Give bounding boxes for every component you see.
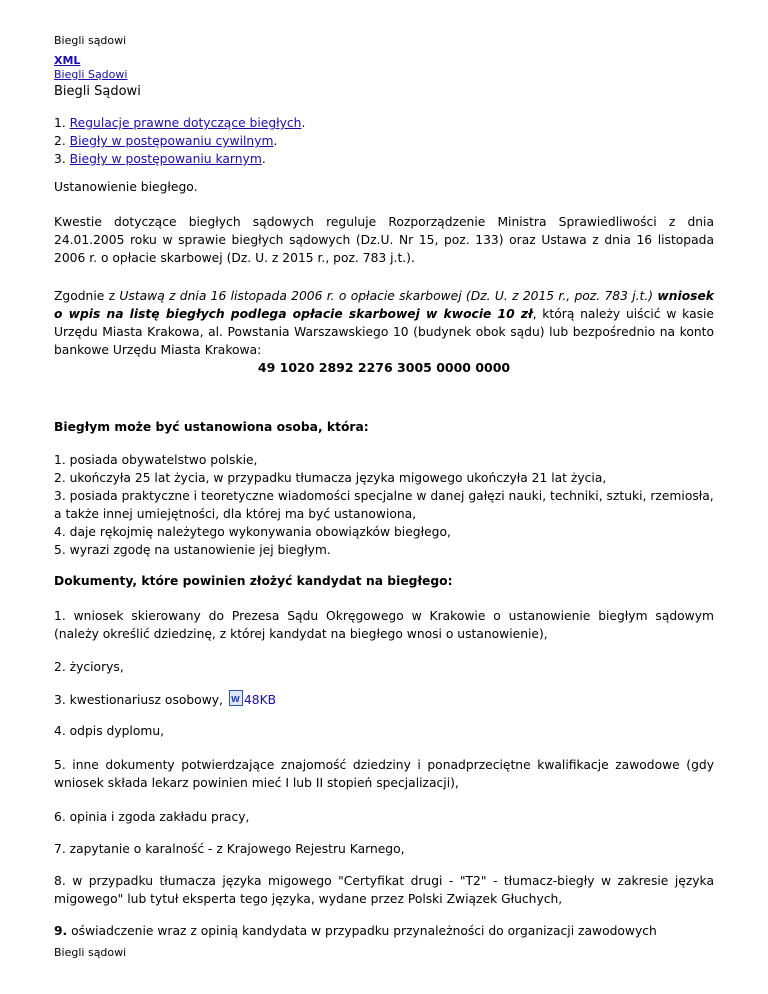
document-item: 1. wniosek skierowany do Prezesa Sądu Okręgowego w Krakowie o ustanowienie biegłym sądowym (należy określić dziedzinę, z której kandydat na biegłego wnosi o ustanowienie),: [54, 609, 714, 641]
condition-item: 4. daje rękojmię należytego wykonywania obowiązków biegłego,: [54, 525, 451, 539]
condition-item: 1. posiada obywatelstwo polskie,: [54, 453, 258, 467]
page-header: Biegli sądowi: [54, 34, 127, 47]
document-item: 4. odpis dyplomu,: [54, 724, 165, 738]
condition-item: 3. posiada praktyczne i teoretyczne wiadomości specjalne w danej gałęzi nauki, techniki, sztuki, rzemiosła, a także innej umiejętności, dla której ma być ustanowiona,: [54, 489, 714, 521]
document-item: 8. w przypadku tłumacza języka migowego "Certyfikat drugi - "T2" - tłumacz-biegły w zakresie języka migowego" lub tytuł eksperta tego języka, wydane przez Polski Związek Głuchych,: [54, 874, 714, 906]
document-item: 7. zapytanie o karalność - z Krajowego Rejestru Karnego,: [54, 842, 405, 856]
toc-link-cywilne[interactable]: Biegły w postępowaniu cywilnym: [69, 134, 274, 148]
xml-link[interactable]: XML: [54, 54, 81, 67]
questionnaire-size[interactable]: 48KB: [243, 693, 277, 707]
fee-paragraph: Zgodnie z Ustawą z dnia 16 listopada 2006 r. o opłacie skarbowej (Dz. U. z 2015 r., poz. 783 j.t.) wniosek o wpis na listę biegłych podlega opłacie skarbowej w kwocie 10 zł, którą należy uiścić w kasie Urzędu Miasta Krakowa, al. Powstania Warszawskiego 10 (budynek obok sądu) lub bezpośrednio na konto bankowe Urzędu Miasta Krakowa:: [54, 289, 714, 357]
toc-link-regulacje[interactable]: Regulacje prawne dotyczące biegłych: [69, 116, 302, 130]
toc-item-1: 1. Regulacje prawne dotyczące biegłych.: [54, 116, 306, 130]
document-item: 6. opinia i zgoda zakładu pracy,: [54, 810, 250, 824]
document-item: 5. inne dokumenty potwierdzające znajomość dziedziny i ponadprzeciętne kwalifikacje zawodowe (gdy wniosek składa lekarz powinien mieć I lub II stopień specjalizacji),: [54, 758, 714, 790]
condition-item: 5. wyrazi zgodę na ustanowienie jej biegłym.: [54, 543, 331, 557]
toc-item-2: 2. Biegły w postępowaniu cywilnym.: [54, 134, 278, 148]
toc-link-karne[interactable]: Biegły w postępowaniu karnym: [69, 152, 262, 166]
document-item: 9. oświadczenie wraz z opinią kandydata w przypadku przynależności do organizacji zawodowych: [54, 924, 657, 938]
document-item-questionnaire: 3. kwestionariusz osobowy,W 48KB: [54, 690, 714, 709]
toc-list: [54, 114, 714, 168]
conditions-list: [54, 451, 714, 559]
intro-paragraph: Kwestie dotyczące biegłych sądowych reguluje Rozporządzenie Ministra Sprawiedliwości z dnia 24.01.2005 roku w sprawie biegłych sądowych (Dz.U. Nr 15, poz. 133) oraz Ustawa z dnia 16 listopada 2006 r. o opłacie skarbowej (Dz. U. z 2015 r., poz. 783 j.t.).: [54, 215, 714, 265]
document-item: 2. życiorys,: [54, 660, 124, 674]
toc-item-3: 3. Biegły w postępowaniu karnym.: [54, 152, 266, 166]
section-title: Ustanowienie biegłego.: [54, 180, 198, 194]
word-document-icon[interactable]: [229, 690, 243, 706]
documents-heading: Dokumenty, które powinien złożyć kandydat na biegłego:: [54, 574, 453, 588]
breadcrumb-link[interactable]: Biegli Sądowi: [54, 68, 128, 81]
condition-item: 2. ukończyła 25 lat życia, w przypadku tłumacza języka migowego ukończyła 21 lat życia,: [54, 471, 607, 485]
page-footer: Biegli sądowi: [54, 946, 127, 959]
bank-account-number: 49 1020 2892 2276 3005 0000 0000: [257, 360, 511, 375]
conditions-heading: Biegłym może być ustanowiona osoba, która:: [54, 420, 369, 434]
page-title: Biegli Sądowi: [54, 84, 141, 99]
